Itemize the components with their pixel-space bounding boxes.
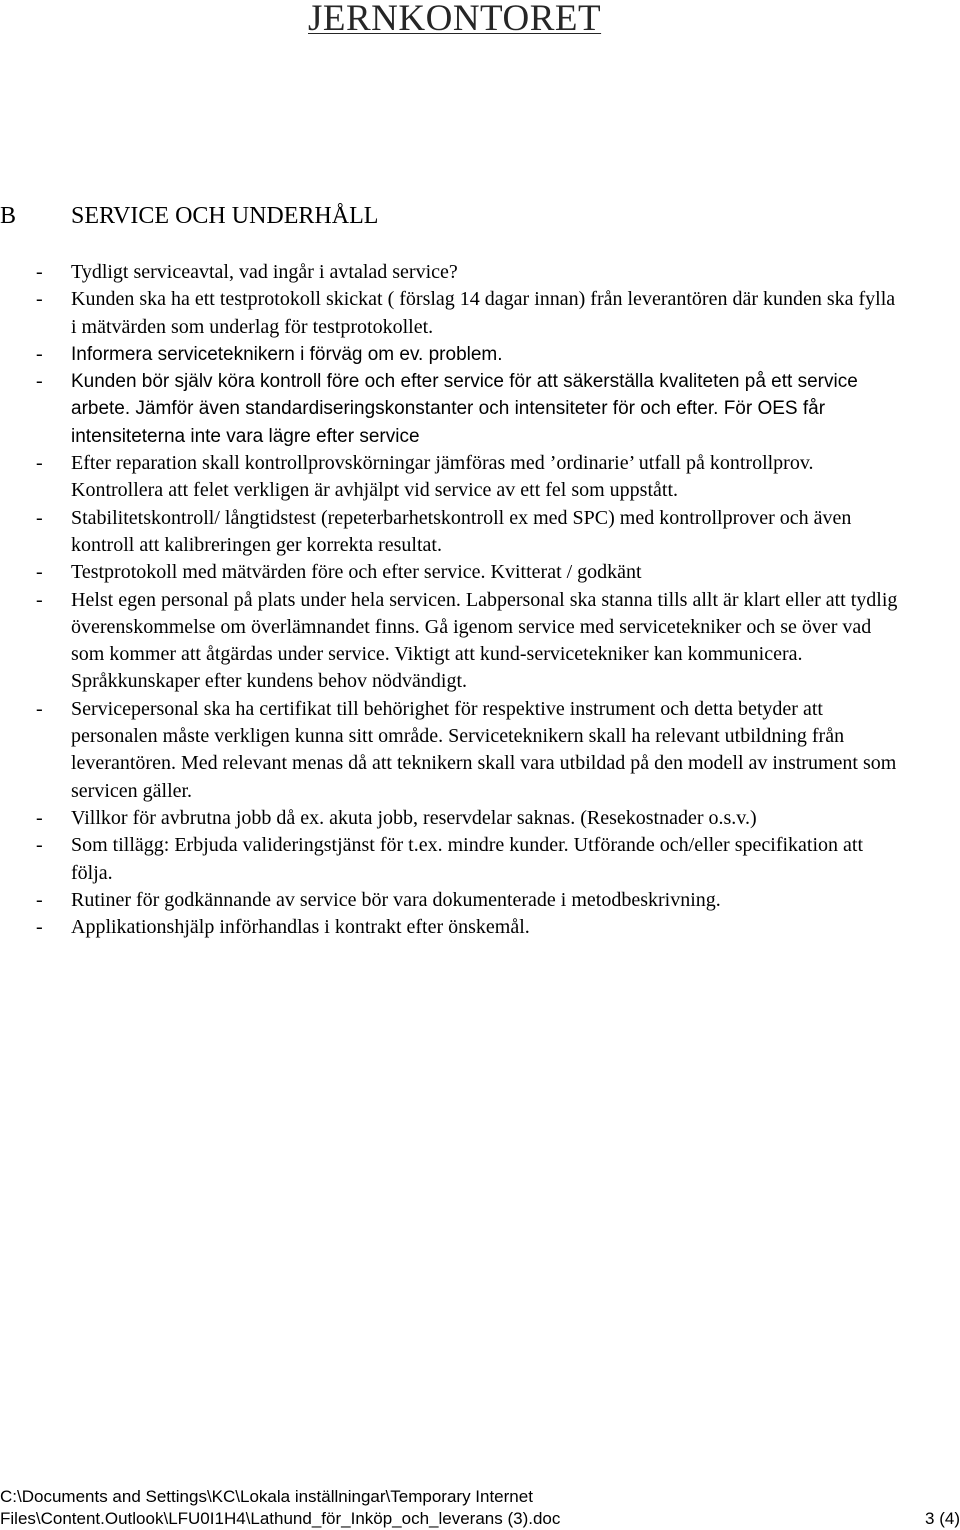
list-item-text: Stabilitetskontroll/ långtidstest (repeterbarhetskontroll ex med SPC) med kontrollprover och även kontroll att kalibreringen ger korrekta resultat. <box>71 506 852 556</box>
list-dash: - <box>36 697 43 720</box>
list-item <box>0 505 900 560</box>
list-item-text: Tydligt serviceavtal, vad ingår i avtalad service? <box>71 261 458 283</box>
list-dash: - <box>36 561 43 584</box>
jernkontoret-logo: JERNKONTORET <box>308 0 602 39</box>
footer-file-path-line2: Files\Content.Outlook\LFU0I1H4\Lathund_för_Inköp_och_leverans (3).doc <box>0 1509 561 1528</box>
list-dash: - <box>36 888 43 911</box>
requirements-list <box>0 259 900 941</box>
list-item <box>0 587 900 696</box>
list-item-text: Kunden bör själv köra kontroll före och efter service för att säkerställa kvaliteten på ett service arbete. Jämför även standardiseringskonstanter och intensiteter för och efter. För OES får intensiteterna inte vara lägre efter service <box>71 371 858 447</box>
list-dash: - <box>36 452 43 475</box>
list-item <box>0 696 900 805</box>
list-dash: - <box>36 261 43 283</box>
list-dash: - <box>36 588 43 611</box>
list-dash: - <box>36 834 43 857</box>
section-title: SERVICE OCH UNDERHÅLL <box>71 203 379 229</box>
list-item <box>0 914 900 941</box>
list-dash: - <box>36 806 43 829</box>
list-item <box>0 887 900 914</box>
list-item <box>0 805 900 832</box>
list-dash: - <box>36 506 43 529</box>
list-item <box>0 559 900 586</box>
list-dash: - <box>36 370 43 393</box>
list-item-text: Servicepersonal ska ha certifikat till behörighet för respektive instrument och detta betyder att personalen måste verkligen kunna sitt område. Serviceteknikern skall ha relevant utbildning från leverantören. Med relevant menas då att teknikern skall vara utbildad på den modell av instrument som servicen gäller. <box>71 697 897 802</box>
list-dash: - <box>36 916 43 939</box>
list-item-text: Kunden ska ha ett testprotokoll skickat ( förslag 14 dagar innan) från leverantören där kunden ska fylla i mätvärden som underlag för testprotokollet. <box>71 288 896 338</box>
list-item-text: Rutiner för godkännande av service bör vara dokumenterade i metodbeskrivning. <box>71 888 721 911</box>
list-item-text: Villkor för avbrutna jobb då ex. akuta jobb, reservdelar saknas. (Resekostnader o.s.v.) <box>71 806 757 829</box>
footer-page-number: 3 (4) <box>925 1509 960 1528</box>
list-item <box>0 341 900 368</box>
list-item <box>0 832 900 887</box>
footer-file-path-line1: C:\Documents and Settings\KC\Lokala inställningar\Temporary Internet <box>0 1487 533 1506</box>
list-item-text: Informera serviceteknikern i förväg om ev. problem. <box>71 343 503 365</box>
list-item-text: Som tillägg: Erbjuda valideringstjänst för t.ex. mindre kunder. Utförande och/eller specifikation att följa. <box>71 834 864 884</box>
list-dash: - <box>36 288 43 311</box>
list-item <box>0 368 900 450</box>
list-item-text: Applikationshjälp införhandlas i kontrakt efter önskemål. <box>71 916 530 939</box>
list-dash: - <box>36 342 43 365</box>
section-letter: B <box>0 203 17 229</box>
list-item-text: Efter reparation skall kontrollprovskörningar jämföras med ’ordinarie’ utfall på kontrollprov. Kontrollera att felet verkligen är avhjälpt vid service av ett fel som uppstått. <box>71 452 814 502</box>
list-item <box>0 286 900 341</box>
list-item-text: Helst egen personal på plats under hela servicen. Labpersonal ska stanna tills allt är klart eller att tydlig överenskommelse om överlämnandet finns. Gå igenom service med servicetekniker och se över vad som kommer att åtgärdas under service. Viktigt att kund-servicetekniker kan kommunicera. Språkkunskaper efter kundens behov nödvändigt. <box>71 588 898 693</box>
list-item <box>0 450 900 505</box>
list-item <box>0 259 900 286</box>
list-item-text: Testprotokoll med mätvärden före och efter service. Kvitterat / godkänt <box>71 561 642 584</box>
